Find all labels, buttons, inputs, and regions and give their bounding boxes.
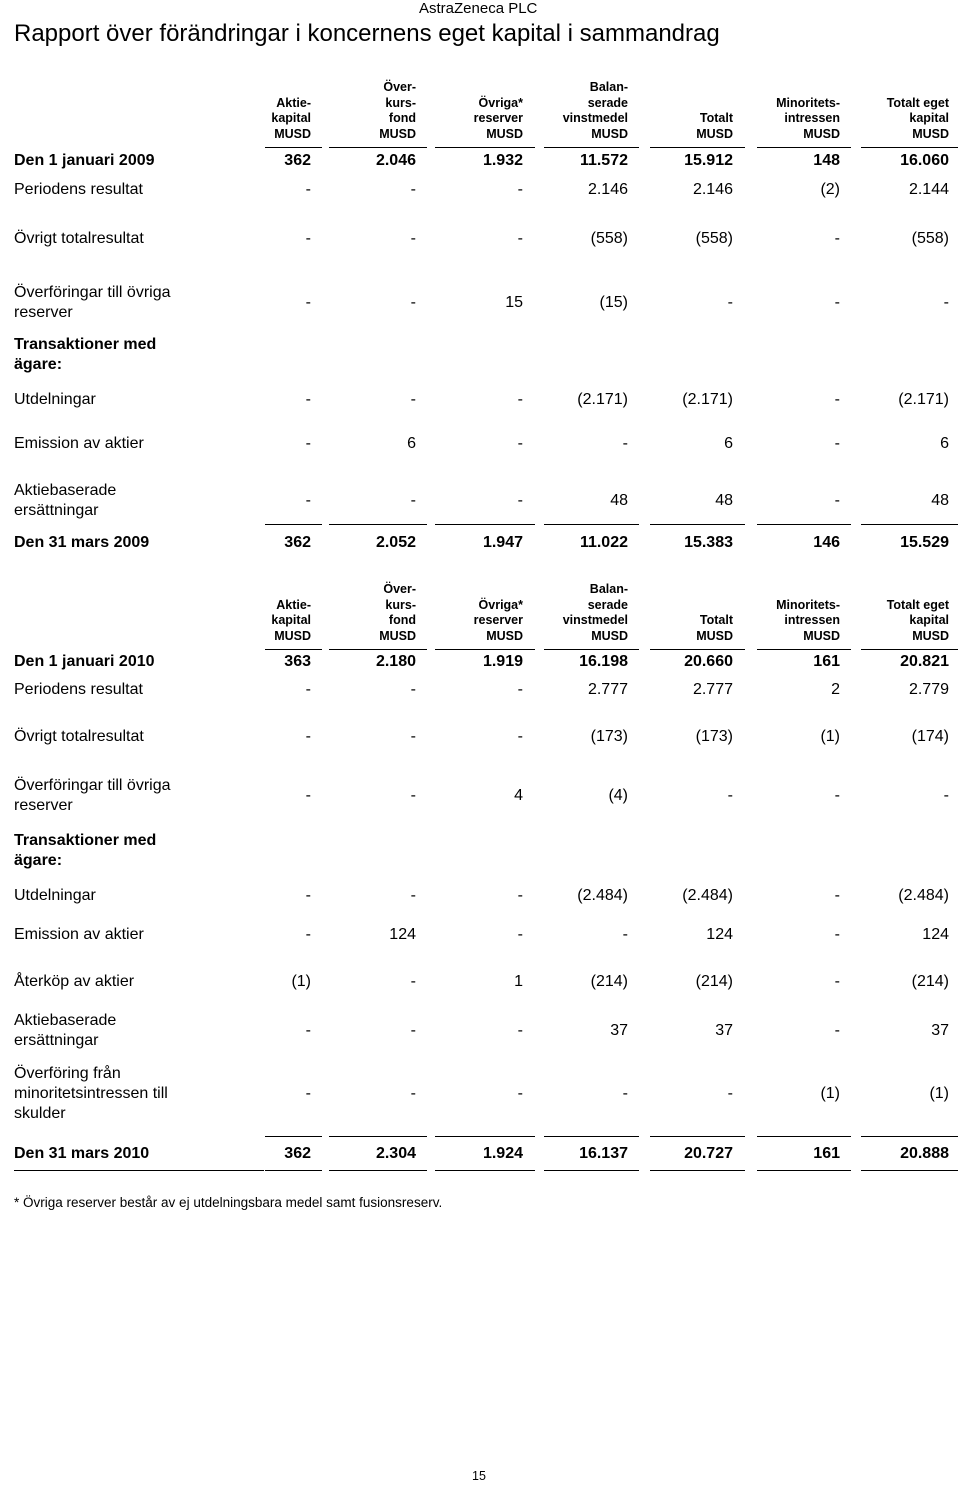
table-cell: - <box>834 1022 840 1039</box>
subtotal-rule <box>265 1136 322 1137</box>
table-cell: 6 <box>940 435 949 452</box>
table-cell: - <box>834 435 840 452</box>
row-label: Utdelningar <box>14 391 96 408</box>
table-cell: - <box>410 728 416 745</box>
header-rule <box>757 649 851 650</box>
table-cell: 16.060 <box>900 152 949 169</box>
table-cell: - <box>834 391 840 408</box>
row-label: Aktiebaserade ersättningar <box>14 1012 117 1049</box>
table-cell: - <box>517 1022 523 1039</box>
report-title: Rapport över förändringar i koncernens eget kapital i sammandrag <box>14 20 720 47</box>
table-cell: - <box>727 1085 733 1102</box>
table-cell: - <box>305 294 311 311</box>
subtotal-rule <box>861 1136 958 1137</box>
total-rule <box>329 1170 427 1171</box>
row-label: Övrigt totalresultat <box>14 230 144 247</box>
table-cell: - <box>305 391 311 408</box>
table-cell: - <box>410 1085 416 1102</box>
header-rule <box>435 649 535 650</box>
header-rule <box>265 649 322 650</box>
row-label: Periodens resultat <box>14 681 143 698</box>
total-rule <box>265 1170 322 1171</box>
table-cell: 2.046 <box>375 152 416 169</box>
row-label: Utdelningar <box>14 887 96 904</box>
table-cell: 11.572 <box>579 152 628 169</box>
subtotal-rule <box>650 524 745 525</box>
table-cell: 2.777 <box>692 681 733 698</box>
table-cell: - <box>834 492 840 509</box>
column-header: Totalt eget kapital MUSD <box>886 597 949 643</box>
subtotal-rule <box>650 1136 745 1137</box>
table-cell: 146 <box>813 534 840 551</box>
table-cell: 124 <box>922 926 949 943</box>
table-cell: - <box>305 681 311 698</box>
table-cell: (2.484) <box>577 887 628 904</box>
table-cell: 363 <box>284 653 311 670</box>
column-header: Aktie- kapital MUSD <box>271 597 311 643</box>
table-cell: - <box>834 787 840 804</box>
table-cell: - <box>834 230 840 247</box>
row-heading: Den 1 januari 2010 <box>14 653 155 670</box>
subtotal-rule <box>757 524 851 525</box>
table-cell: - <box>305 926 311 943</box>
header-rule <box>650 649 745 650</box>
table-cell: (1) <box>291 973 311 990</box>
table-cell: - <box>834 926 840 943</box>
table-cell: 6 <box>407 435 416 452</box>
table-cell: (1) <box>820 728 840 745</box>
table-cell: 6 <box>724 435 733 452</box>
subtotal-rule <box>544 1136 639 1137</box>
table-cell: (1) <box>929 1085 949 1102</box>
table-cell: - <box>834 887 840 904</box>
table-cell: - <box>517 681 523 698</box>
header-rule <box>544 649 639 650</box>
column-header: Totalt MUSD <box>696 111 733 141</box>
table-cell: 48 <box>931 492 949 509</box>
table-cell: (214) <box>911 973 949 990</box>
table-cell: - <box>517 1085 523 1102</box>
table-cell: - <box>410 887 416 904</box>
table-cell: 1 <box>514 973 523 990</box>
table-cell: - <box>622 1085 628 1102</box>
table-cell: 37 <box>715 1022 733 1039</box>
table-cell: - <box>834 973 840 990</box>
row-label: Överföring från minoritetsintressen till skulder <box>14 1065 168 1122</box>
row-label: Återköp av aktier <box>14 973 135 990</box>
subtotal-rule <box>329 524 427 525</box>
table-cell: 2.146 <box>587 181 628 198</box>
table-cell: - <box>622 435 628 452</box>
table-cell: - <box>517 887 523 904</box>
total-rule <box>14 1170 264 1171</box>
table-cell: - <box>410 973 416 990</box>
table-cell: - <box>517 435 523 452</box>
table-cell: - <box>410 681 416 698</box>
column-header: Totalt eget kapital MUSD <box>886 95 949 141</box>
header-rule <box>757 147 851 148</box>
subtotal-rule <box>329 1136 427 1137</box>
table-cell: 20.821 <box>900 653 949 670</box>
header-rule <box>265 147 322 148</box>
table-cell: (558) <box>695 230 733 247</box>
table-cell: 15.383 <box>684 534 733 551</box>
header-rule <box>861 147 958 148</box>
table-cell: (214) <box>590 973 628 990</box>
table-cell: 2.052 <box>375 534 416 551</box>
table-cell: 124 <box>706 926 733 943</box>
column-header: Över- kurs- fond MUSD <box>379 582 416 643</box>
row-label: Emission av aktier <box>14 435 144 452</box>
table-cell: 2.144 <box>908 181 949 198</box>
table-cell: (1) <box>820 1085 840 1102</box>
table-cell: 161 <box>813 653 840 670</box>
table-cell: - <box>305 1022 311 1039</box>
table-cell: - <box>305 435 311 452</box>
table-cell: - <box>517 391 523 408</box>
total-rule <box>650 1170 745 1171</box>
table-cell: 2.777 <box>587 681 628 698</box>
column-header: Minoritets- intressen MUSD <box>776 597 840 643</box>
table-cell: 15.912 <box>684 152 733 169</box>
table-cell: - <box>305 787 311 804</box>
row-label: Aktiebaserade ersättningar <box>14 482 117 519</box>
table-cell: - <box>410 294 416 311</box>
table-cell: (173) <box>695 728 733 745</box>
table-cell: 1.919 <box>482 653 523 670</box>
table-cell: 16.198 <box>579 653 628 670</box>
footnote: * Övriga reserver består av ej utdelningsbara medel samt fusionsreserv. <box>14 1195 443 1210</box>
table-cell: 20.888 <box>900 1145 949 1162</box>
table-cell: 1.947 <box>482 534 523 551</box>
row-heading: Den 31 mars 2010 <box>14 1145 150 1162</box>
subtotal-rule <box>435 1136 535 1137</box>
row-label: Periodens resultat <box>14 181 143 198</box>
table-cell: (2.171) <box>577 391 628 408</box>
table-cell: 161 <box>813 1145 840 1162</box>
table-cell: 16.137 <box>579 1145 628 1162</box>
table-cell: - <box>834 294 840 311</box>
total-rule <box>544 1170 639 1171</box>
table-cell: (174) <box>911 728 949 745</box>
table-cell: - <box>305 181 311 198</box>
subtotal-rule <box>265 524 322 525</box>
table-cell: 2.146 <box>692 181 733 198</box>
row-heading: Transaktioner med ägare: <box>14 832 157 869</box>
header-rule <box>435 147 535 148</box>
table-cell: (558) <box>911 230 949 247</box>
table-cell: (173) <box>590 728 628 745</box>
table-cell: 1.932 <box>482 152 523 169</box>
company-name: AstraZeneca PLC <box>419 0 538 17</box>
table-cell: 124 <box>389 926 416 943</box>
table-cell: 148 <box>813 152 840 169</box>
column-header: Balan- serade vinstmedel MUSD <box>562 80 628 141</box>
table-cell: - <box>943 787 949 804</box>
subtotal-rule <box>544 524 639 525</box>
table-cell: - <box>517 926 523 943</box>
table-cell: - <box>517 728 523 745</box>
row-label: Överföringar till övriga reserver <box>14 284 171 321</box>
column-header: Totalt MUSD <box>696 613 733 643</box>
table-cell: - <box>943 294 949 311</box>
table-cell: 1.924 <box>482 1145 523 1162</box>
table-cell: (2) <box>820 181 840 198</box>
subtotal-rule <box>435 524 535 525</box>
table-cell: 362 <box>284 1145 311 1162</box>
table-cell: 2.180 <box>375 653 416 670</box>
table-cell: 4 <box>514 787 523 804</box>
row-heading: Transaktioner med ägare: <box>14 336 157 373</box>
subtotal-rule <box>861 524 958 525</box>
table-cell: - <box>305 1085 311 1102</box>
column-header: Minoritets- intressen MUSD <box>776 95 840 141</box>
table-cell: (2.484) <box>898 887 949 904</box>
table-cell: - <box>305 230 311 247</box>
table-cell: - <box>410 181 416 198</box>
header-rule <box>650 147 745 148</box>
row-heading: Den 1 januari 2009 <box>14 152 155 169</box>
table-cell: 11.022 <box>579 534 628 551</box>
table-cell: 37 <box>610 1022 628 1039</box>
header-rule <box>329 147 427 148</box>
table-cell: 362 <box>284 152 311 169</box>
row-heading: Den 31 mars 2009 <box>14 534 150 551</box>
table-cell: 362 <box>284 534 311 551</box>
table-cell: - <box>305 492 311 509</box>
table-cell: 15.529 <box>900 534 949 551</box>
table-cell: 2 <box>831 681 840 698</box>
column-header: Över- kurs- fond MUSD <box>379 80 416 141</box>
table-cell: - <box>727 787 733 804</box>
row-label: Överföringar till övriga reserver <box>14 777 171 814</box>
table-cell: - <box>410 1022 416 1039</box>
total-rule <box>757 1170 851 1171</box>
table-cell: 15 <box>505 294 523 311</box>
table-cell: (558) <box>590 230 628 247</box>
header-rule <box>861 649 958 650</box>
column-header: Övriga* reserver MUSD <box>473 597 523 643</box>
table-cell: - <box>410 492 416 509</box>
table-cell: (2.171) <box>682 391 733 408</box>
total-rule <box>861 1170 958 1171</box>
table-cell: 37 <box>931 1022 949 1039</box>
page-number: 15 <box>472 1469 486 1483</box>
header-rule <box>329 649 427 650</box>
table-cell: - <box>305 728 311 745</box>
table-cell: - <box>517 492 523 509</box>
subtotal-rule <box>757 1136 851 1137</box>
table-cell: - <box>727 294 733 311</box>
column-header: Balan- serade vinstmedel MUSD <box>562 582 628 643</box>
table-cell: - <box>517 181 523 198</box>
row-label: Övrigt totalresultat <box>14 728 144 745</box>
table-cell: - <box>410 787 416 804</box>
table-cell: - <box>517 230 523 247</box>
table-cell: 48 <box>715 492 733 509</box>
table-cell: (15) <box>599 294 628 311</box>
table-cell: - <box>305 887 311 904</box>
table-cell: (2.171) <box>898 391 949 408</box>
table-cell: - <box>410 391 416 408</box>
table-cell: 2.779 <box>908 681 949 698</box>
total-rule <box>435 1170 535 1171</box>
row-label: Emission av aktier <box>14 926 144 943</box>
table-cell: (214) <box>695 973 733 990</box>
column-header: Övriga* reserver MUSD <box>473 95 523 141</box>
header-rule <box>544 147 639 148</box>
table-cell: 2.304 <box>375 1145 416 1162</box>
table-cell: 48 <box>610 492 628 509</box>
table-cell: 20.660 <box>684 653 733 670</box>
table-cell: (4) <box>608 787 628 804</box>
table-cell: (2.484) <box>682 887 733 904</box>
column-header: Aktie- kapital MUSD <box>271 95 311 141</box>
table-cell: 20.727 <box>684 1145 733 1162</box>
table-cell: - <box>622 926 628 943</box>
table-cell: - <box>410 230 416 247</box>
